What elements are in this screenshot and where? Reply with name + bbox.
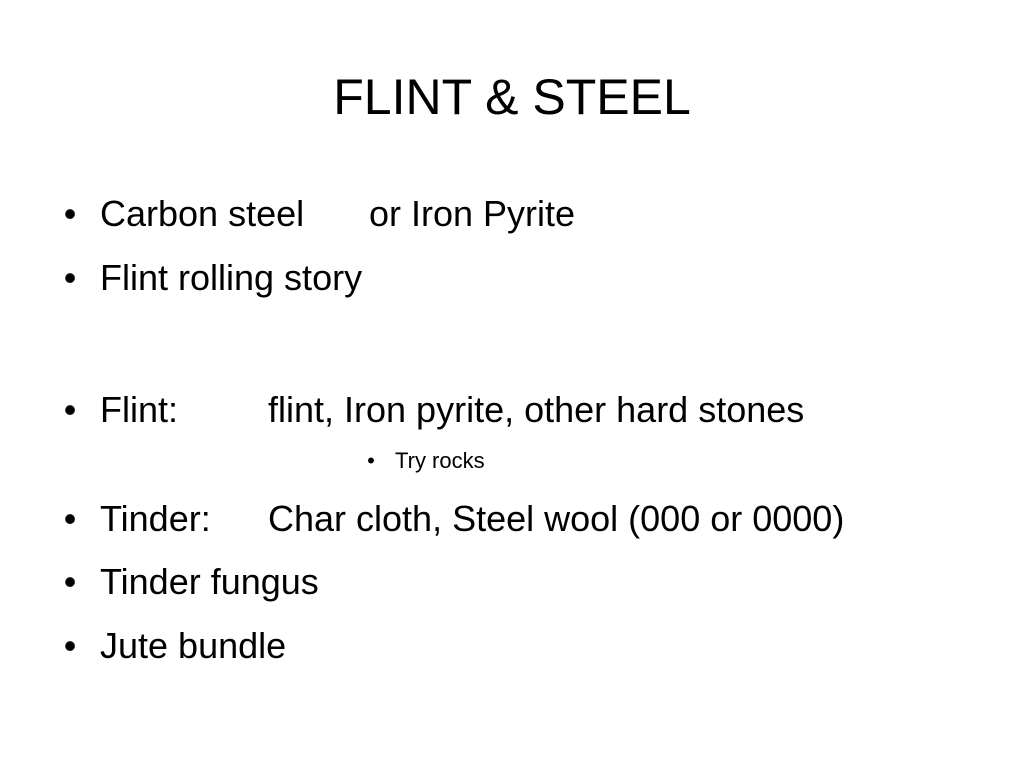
bullet-item-flint-rolling-story: [0, 256, 1024, 300]
bullet-item-carbon-steel: [0, 192, 1024, 236]
sub-bullet-glyph: •: [367, 448, 375, 473]
bullet-glyph: •: [63, 498, 77, 539]
sub-bullet-item-try-rocks: [0, 447, 1024, 475]
bullet-item-jute-bundle: [0, 624, 1024, 668]
bullet-text: Char cloth, Steel wool (000 or 0000): [268, 498, 845, 539]
bullet-item-flint: [0, 388, 1024, 432]
bullet-glyph: •: [63, 389, 77, 430]
bullet-label: Flint:: [100, 389, 179, 430]
bullet-text: flint, Iron pyrite, other hard stones: [268, 389, 805, 430]
bullet-item-tinder-fungus: [0, 560, 1024, 604]
bullet-item-tinder: [0, 497, 1024, 541]
bullet-label: Tinder:: [100, 498, 211, 539]
slide-title: FLINT & STEEL: [333, 69, 691, 125]
bullet-text: Flint rolling story: [100, 257, 363, 298]
bullet-text: Tinder fungus: [100, 561, 319, 602]
sub-bullet-text: Try rocks: [395, 448, 485, 473]
bullet-glyph: •: [63, 561, 77, 602]
bullet-text-continuation: or Iron Pyrite: [369, 193, 576, 234]
bullet-text: Jute bundle: [100, 625, 287, 666]
bullet-glyph: •: [63, 257, 77, 298]
bullet-glyph: •: [63, 625, 77, 666]
bullet-text: Carbon steel: [100, 193, 305, 234]
bullet-glyph: •: [63, 193, 77, 234]
